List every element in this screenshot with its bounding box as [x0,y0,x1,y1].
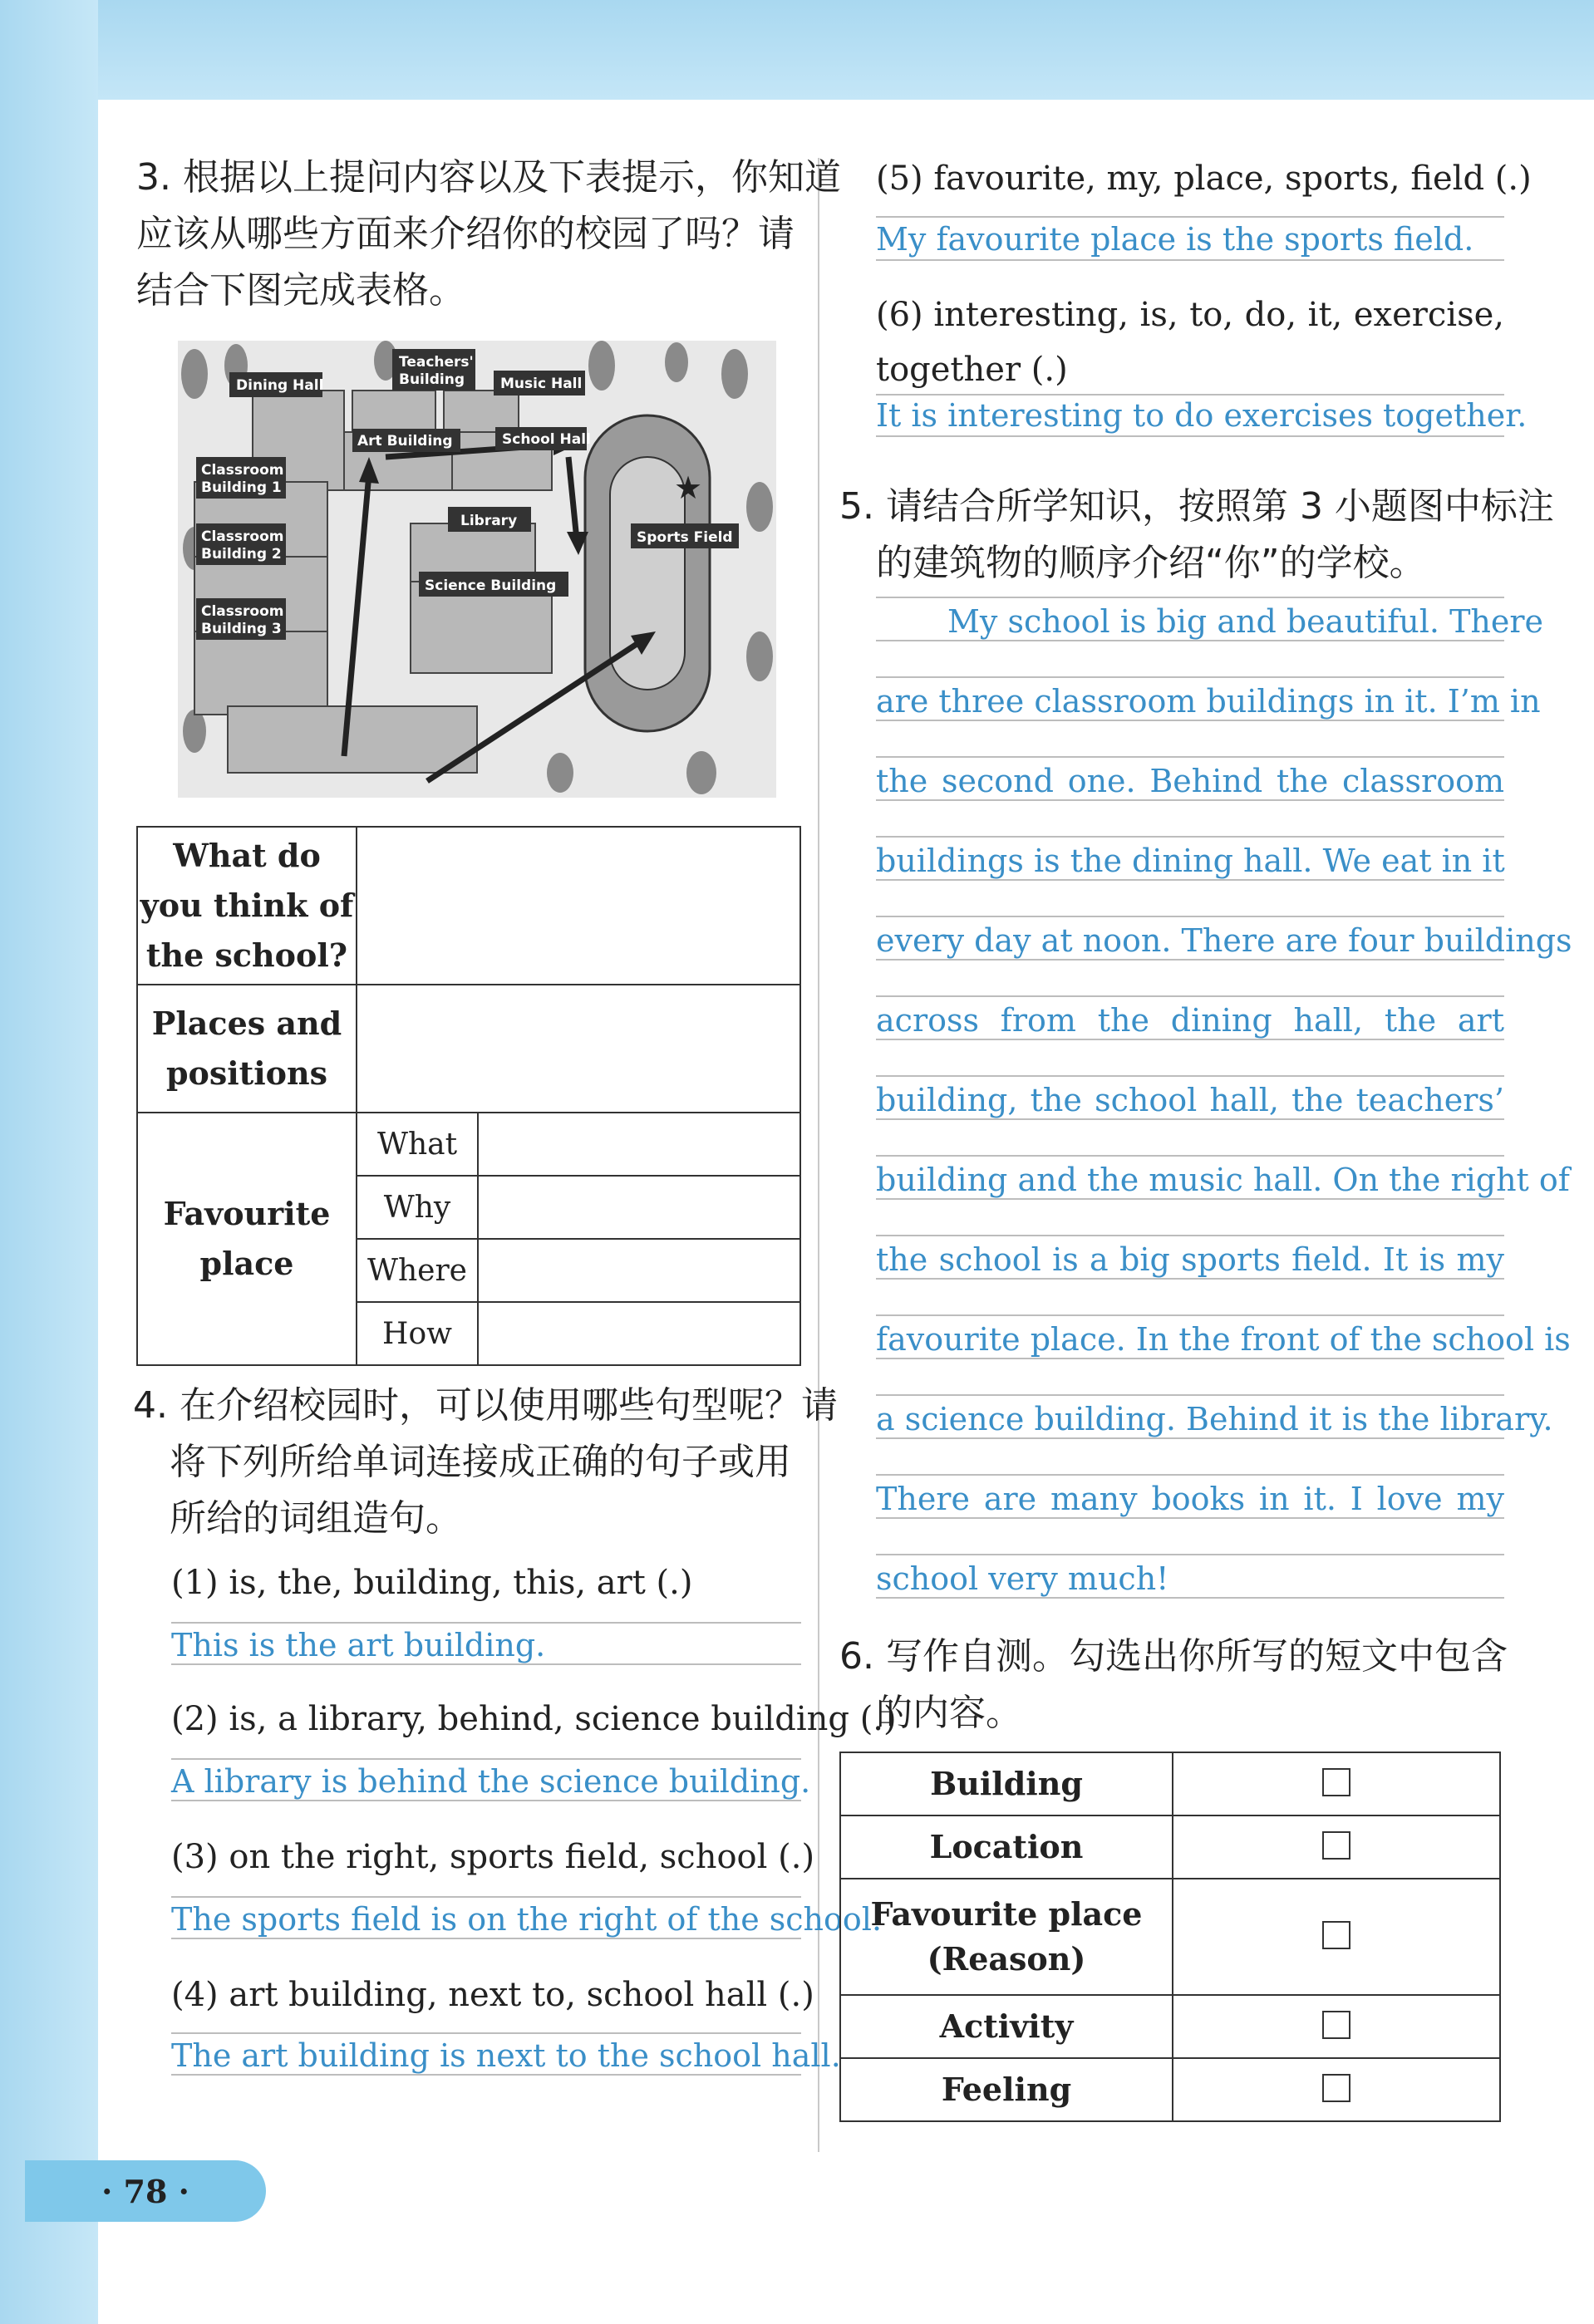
school-map [178,341,776,798]
map-label-school-hall: School Hall [502,431,591,448]
table1-sub-what: What [357,1113,478,1176]
table1-sub-how: How [357,1302,478,1365]
prompt-word: it, [1307,296,1343,334]
table1-cell-what[interactable] [478,1113,800,1176]
row-label-favourite [840,1879,1173,1995]
map-label-sports-field: Sports Field [637,529,733,546]
essay-line: are three classroom buildings in it. I’m in [876,683,1541,720]
q4-item3-prompt: (3) on the right, sports field, school (.) [171,1838,815,1876]
column-divider [818,158,819,2152]
left-decor-band [0,0,98,2324]
essay-line: building, the school hall, the teachers’ [876,1082,1504,1118]
prompt-word: (6) interesting, [876,296,1129,334]
answer-line [876,720,1504,721]
prompt-word: to, [1189,296,1234,334]
essay-line: building and the music hall. On the right of [876,1162,1570,1198]
map-label-library: Library [460,513,518,529]
table1-header-favourite [137,1113,357,1365]
table1-cell-why[interactable] [478,1176,800,1239]
answer-line [876,1474,1504,1476]
q5-line: 5. 请结合所学知识，按照第 3 小题图中标注 [839,485,1554,528]
answer-line [876,216,1504,218]
map-label-classroom1-b: Building 1 [201,479,282,496]
table1-text: Places and [151,1005,342,1042]
q5-line: 的建筑物的顺序介绍“你”的学校。 [876,542,1426,584]
essay-line: every day at noon. There are four buildings [876,922,1572,959]
answer-line [171,2032,801,2034]
answer-line [171,1938,801,1939]
row-label-text: (Reason) [927,1940,1086,1978]
answer-line [876,1075,1504,1077]
answer-line [876,435,1504,437]
star-icon: ★ [674,469,703,506]
table1-header-places [137,985,357,1113]
essay-line: school very much! [876,1560,1169,1597]
q3-line: 结合下图完成表格。 [136,269,465,312]
essay-line: buildings is the dining hall. We eat in it [876,843,1505,879]
essay-line: a science building. Behind it is the library. [876,1401,1553,1437]
top-decor-band [0,0,1594,100]
map-label-classroom1-a: Classroom [201,462,284,479]
table1-cell-how[interactable] [478,1302,800,1365]
q4-item2-answer: A library is behind the science building. [171,1763,811,1800]
answer-line [171,1800,801,1801]
row-label-feeling: Feeling [840,2058,1173,2121]
answer-line [876,259,1504,261]
q3-instructions [136,150,841,319]
answer-line [876,1198,1504,1200]
row-label-location: Location [840,1815,1173,1879]
answer-line [171,2074,801,2076]
answer-line [876,1597,1504,1599]
q4-line: 所给的词组造句。 [170,1497,462,1540]
answer-line [876,1235,1504,1236]
answer-line [876,1118,1504,1120]
q4-item2-prompt: (2) is, a library, behind, science building (.) [171,1700,897,1738]
answer-line [876,959,1504,961]
q6-line: 的内容。 [876,1692,1022,1734]
checkbox-favourite[interactable] [1322,1921,1350,1949]
q3-line: 应该从哪些方面来介绍你的校园了吗？请 [136,213,795,255]
essay-line: across from the dining hall, the art [876,1002,1504,1039]
q4-item6-prompt-cont: together (.) [876,351,1068,389]
answer-line [876,640,1504,641]
essay-line: the second one. Behind the classroom [876,763,1504,799]
q4-item6-answer: It is interesting to do exercises together. [876,397,1528,434]
answer-line [876,1278,1504,1280]
table1-text: Favourite [163,1195,331,1232]
q4-item1-prompt: (1) is, the, building, this, art (.) [171,1564,693,1602]
q4-item1-answer: This is the art building. [171,1627,546,1663]
answer-line [876,1517,1504,1519]
answer-line [876,1394,1504,1396]
table1-sub-where: Where [357,1239,478,1302]
map-label-classroom2-b: Building 2 [201,546,282,563]
row-label-building: Building [840,1752,1173,1815]
answer-line [876,1437,1504,1439]
q4-line: 4. 在介绍校园时，可以使用哪些句型呢？请 [133,1384,838,1427]
q4-line: 将下列所给单词连接成正确的句子或用 [170,1441,791,1483]
q6-instructions [839,1629,1508,1742]
checkbox-building[interactable] [1322,1768,1350,1796]
checkbox-activity[interactable] [1322,2011,1350,2039]
q5-instructions [839,479,1554,592]
table1-cell-where[interactable] [478,1239,800,1302]
map-label-classroom3-a: Classroom [201,603,284,620]
answer-line [876,836,1504,838]
q4-item6-prompt [876,296,1504,334]
table1-cell-places[interactable] [357,985,800,1113]
table1-sub-why: Why [357,1176,478,1239]
answer-line [876,879,1504,881]
table1-text: you think of [140,887,354,924]
essay-line: There are many books in it. I love my [876,1481,1504,1517]
map-label-teachers-1: Teachers' [399,354,474,371]
answer-line [876,1314,1504,1316]
row-label-text: Favourite place [870,1895,1143,1933]
answer-line [876,1155,1504,1157]
map-label-dining-hall: Dining Hall [236,377,324,394]
q4-instructions [133,1378,838,1547]
map-label-classroom2-a: Classroom [201,528,284,545]
q4-item3-answer: The sports field is on the right of the school. [171,1901,883,1938]
prompt-word: exercise, [1353,296,1504,334]
q6-line: 6. 写作自测。勾选出你所写的短文中包含 [839,1635,1508,1678]
map-label-classroom3-b: Building 3 [201,621,282,637]
answer-line [876,799,1504,801]
essay-line: My school is big and beautiful. There [947,603,1544,640]
table1-cell-think[interactable] [357,827,800,985]
answer-line [876,676,1504,678]
checkbox-location[interactable] [1322,1831,1350,1860]
school-info-table [136,826,801,1366]
essay-line: favourite place. In the front of the school is [876,1321,1571,1358]
table1-text: the school? [145,936,348,974]
table1-header-think [137,827,357,985]
answer-line [171,1622,801,1624]
table1-text: place [199,1245,294,1282]
answer-line [876,916,1504,917]
q4-item5-answer: My favourite place is the sports field. [876,221,1474,258]
map-label-teachers-2: Building [399,371,465,388]
answer-line [876,597,1504,598]
q3-line: 3. 根据以上提问内容以及下表提示，你知道 [136,156,841,199]
answer-line [876,1554,1504,1555]
q4-item5-prompt: (5) favourite, my, place, sports, field (.) [876,160,1532,198]
q4-item4-answer: The art building is next to the school hall. [171,2037,841,2074]
map-label-art-building: Art Building [357,433,453,450]
answer-line [876,756,1504,758]
q4-item4-prompt: (4) art building, next to, school hall (.) [171,1976,814,2014]
map-label-science-building: Science Building [425,577,557,594]
answer-line [876,995,1504,997]
prompt-word: is, [1139,296,1178,334]
table1-text: What do [173,837,321,874]
essay-line: the school is a big sports field. It is my [876,1241,1504,1278]
answer-line [171,1896,801,1898]
answer-line [876,394,1504,396]
prompt-word: do, [1244,296,1297,334]
page-number: · 78 · [25,2160,266,2222]
self-check-table [839,1752,1501,2122]
checkbox-feeling[interactable] [1322,2074,1350,2102]
row-label-activity: Activity [840,1995,1173,2058]
answer-line [171,1663,801,1665]
answer-line [876,1039,1504,1040]
answer-line [171,1758,801,1760]
answer-line [876,1358,1504,1359]
map-label-music-hall: Music Hall [500,376,583,392]
table1-text: positions [165,1054,328,1092]
